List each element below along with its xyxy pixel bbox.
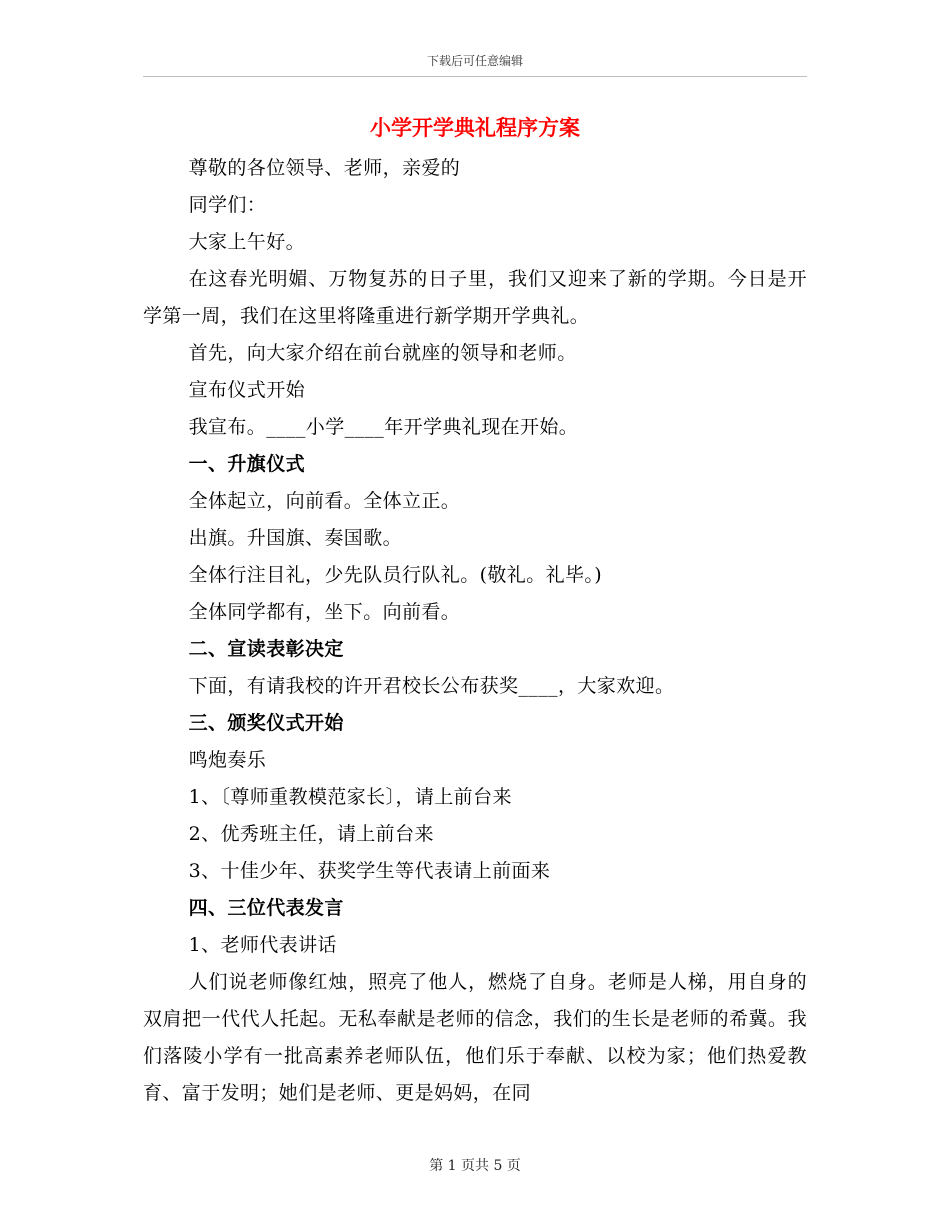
section-heading: 一、升旗仪式 xyxy=(188,453,305,475)
section-heading: 二、宣读表彰决定 xyxy=(188,638,344,660)
paragraph: 尊敬的各位领导、老师，亲爱的 xyxy=(188,157,461,179)
paragraph: 在这春光明媚、万物复苏的日子里，我们又迎来了新的学期。今日是开学第一周，我们在这里将隆重进行新学期开学典礼。 xyxy=(143,268,807,327)
list-item: 1、〔尊师重教模范家长〕，请上前台来 xyxy=(188,786,512,808)
paragraph: 全体同学都有，坐下。向前看。 xyxy=(188,601,461,623)
paragraph: 全体起立，向前看。全体立正。 xyxy=(188,490,461,512)
paragraph: 首先，向大家介绍在前台就座的领导和老师。 xyxy=(188,342,577,364)
section-heading: 三、颁奖仪式开始 xyxy=(188,712,344,734)
paragraph: 出旗。升国旗、奏国歌。 xyxy=(188,527,402,549)
document-title: 小学开学典礼程序方案 xyxy=(370,115,580,140)
page-header-note: 下载后可任意编辑 xyxy=(426,54,523,68)
list-item: 3、十佳少年、获奖学生等代表请上前面来 xyxy=(188,860,551,882)
paragraph: 下面，有请我校的许开君校长公布获奖____，大家欢迎。 xyxy=(188,675,675,697)
paragraph: 宣布仪式开始 xyxy=(188,379,305,401)
list-item: 2、优秀班主任，请上前台来 xyxy=(188,823,434,845)
header-divider xyxy=(143,76,807,77)
section-heading: 四、三位代表发言 xyxy=(188,897,344,919)
paragraph: 大家上午好。 xyxy=(188,231,305,253)
paragraph: 鸣炮奏乐 xyxy=(188,749,267,771)
paragraph: 同学们： xyxy=(188,194,267,216)
paragraph: 全体行注目礼，少先队员行队礼。(敬礼。礼毕。) xyxy=(188,564,603,586)
list-item: 1、老师代表讲话 xyxy=(188,934,337,956)
paragraph: 我宣布。____小学____年开学典礼现在开始。 xyxy=(188,416,579,438)
paragraph: 人们说老师像红烛，照亮了他人，燃烧了自身。老师是人梯，用自身的双肩把一代代人托起。无私奉献是老师的信念，我们的生长是老师的希冀。我们落陵小学有一批高素养老师队伍，他们乐于奉献、以校为家；他们热爱教育、富于发明；她们是老师、更是妈妈，在同 xyxy=(143,971,807,1104)
document-body xyxy=(143,150,807,1112)
page-number: 第 1 页共 5 页 xyxy=(429,1158,521,1174)
